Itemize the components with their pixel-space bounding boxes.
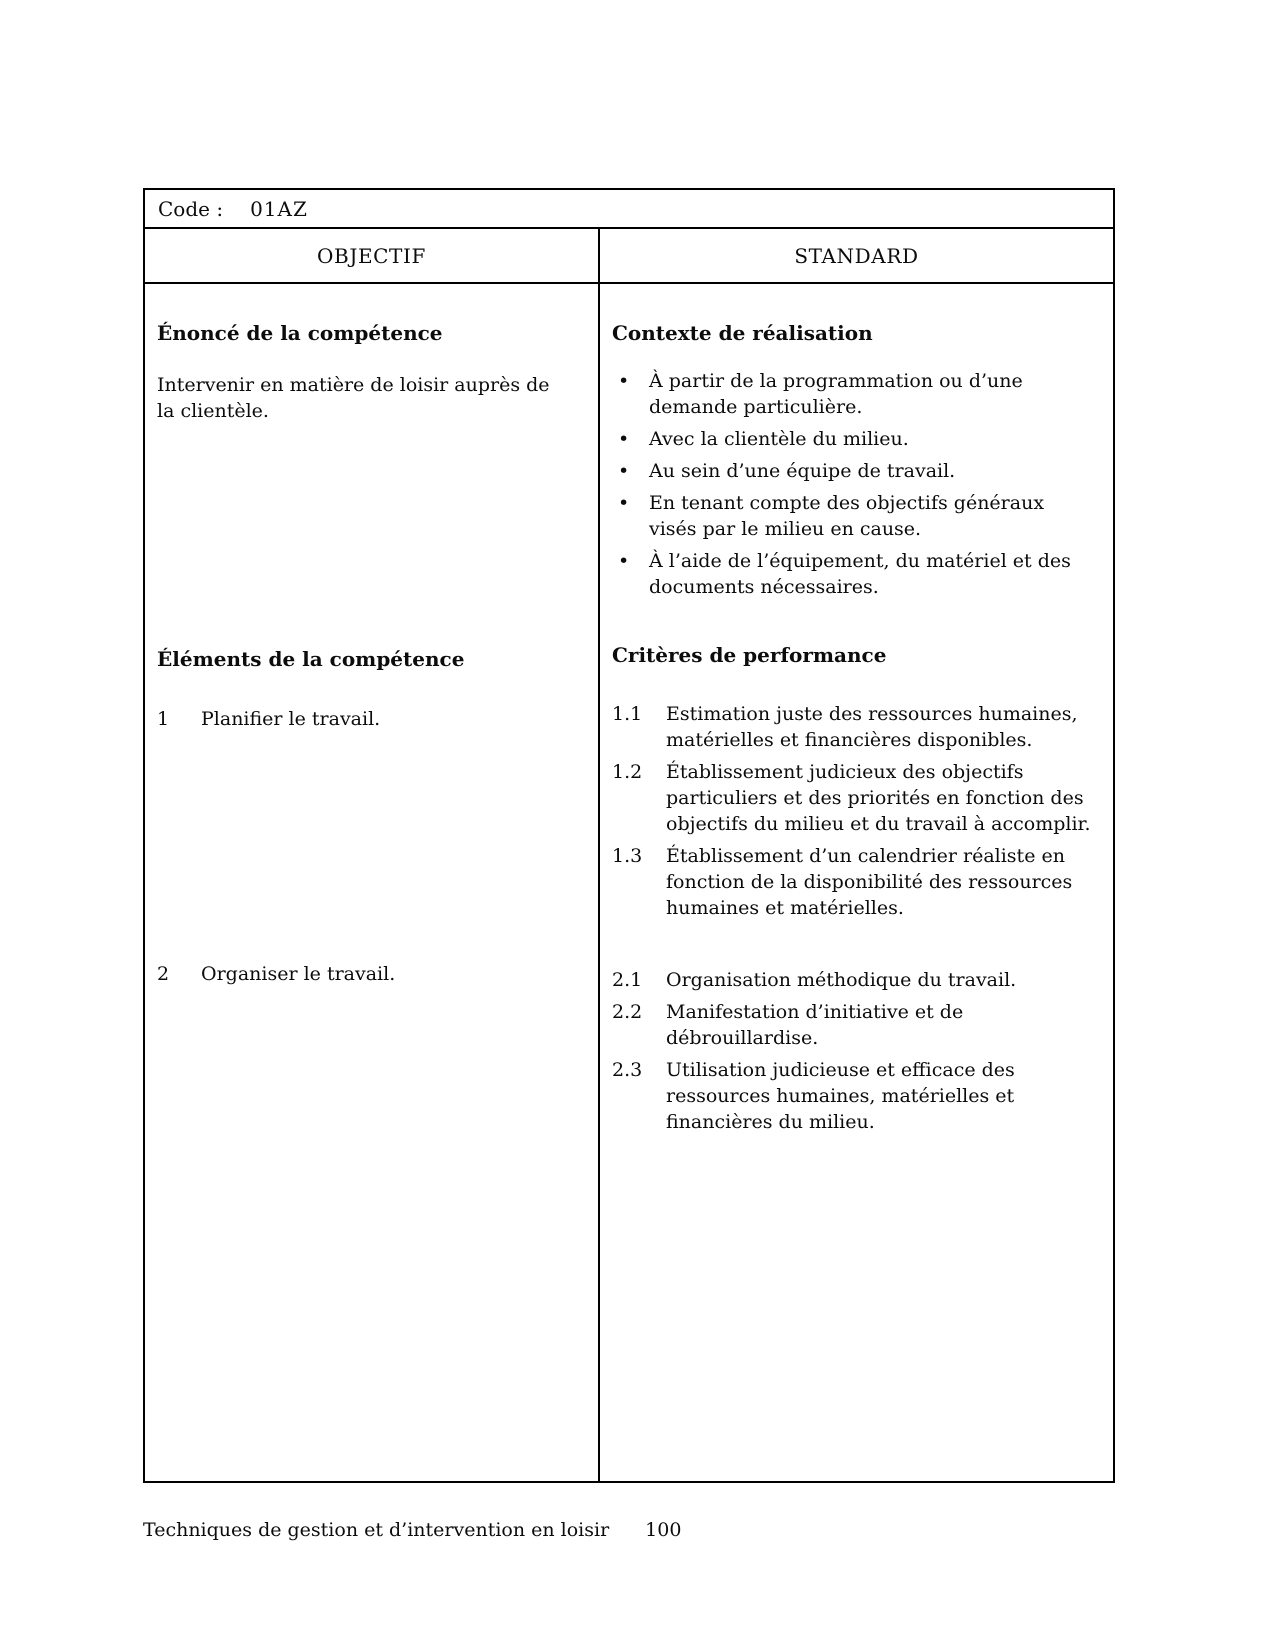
code-row — [145, 190, 1113, 229]
criteres-heading: Critères de performance — [612, 643, 887, 667]
element-item — [157, 706, 576, 732]
criteres-group-1 — [612, 701, 1107, 921]
contexte-bullet-list — [612, 368, 1107, 600]
enonce-text: Intervenir en matière de loisir auprès de la clientèle. — [157, 374, 550, 422]
bullet-item: • En tenant compte des objectifs généraux visés par le milieu en cause. — [612, 490, 1092, 542]
critere-item — [612, 701, 1107, 753]
elements-heading: Éléments de la compétence — [157, 647, 465, 671]
element-number: 2 — [157, 963, 170, 985]
critere-text: Établissement d’un calendrier réaliste en fonction de la disponibilité des ressources humaines et matérielles. — [666, 845, 1073, 919]
critere-number: 1.1 — [612, 703, 643, 725]
column-headers-row — [145, 229, 1113, 284]
critere-text: Utilisation judicieuse et efficace des ressources humaines, matérielles et financières du milieu. — [666, 1059, 1015, 1133]
footer-page-number: 100 — [645, 1519, 682, 1541]
critere-item — [612, 999, 1107, 1051]
element-text: Planifier le travail. — [201, 708, 381, 730]
element-number: 1 — [157, 708, 170, 730]
table-body-row — [145, 284, 1113, 1481]
bullet-item: • Au sein d’une équipe de travail. — [612, 458, 1092, 484]
critere-number: 2.1 — [612, 969, 643, 991]
critere-item — [612, 1057, 1107, 1135]
element-text: Organiser le travail. — [201, 963, 396, 985]
critere-number: 1.2 — [612, 761, 643, 783]
critere-text: Estimation juste des ressources humaines, matérielles et financières disponibles. — [666, 703, 1078, 751]
objectif-cell — [145, 284, 600, 1481]
enonce-heading: Énoncé de la compétence — [157, 321, 443, 345]
code-label: Code : — [158, 196, 224, 221]
critere-number: 2.3 — [612, 1059, 643, 1081]
code-value: 01AZ — [250, 196, 308, 221]
page-footer — [143, 1519, 681, 1541]
critere-number: 1.3 — [612, 845, 643, 867]
critere-text: Établissement judicieux des objectifs particuliers et des priorités en fonction des objectifs du milieu et du travail à accomplir. — [666, 761, 1091, 835]
critere-item — [612, 759, 1107, 837]
column-header-objectif: OBJECTIF — [145, 229, 600, 282]
standard-cell — [600, 284, 1113, 1481]
critere-number: 2.2 — [612, 1001, 643, 1023]
bullet-item: • À l’aide de l’équipement, du matériel et des documents nécessaires. — [612, 548, 1092, 600]
bullet-item: • À partir de la programmation ou d’une demande particulière. — [612, 368, 1092, 420]
footer-title: Techniques de gestion et d’intervention en loisir — [143, 1519, 610, 1541]
bullet-item: • Avec la clientèle du milieu. — [612, 426, 1092, 452]
column-header-standard: STANDARD — [794, 243, 919, 268]
contexte-heading: Contexte de réalisation — [612, 321, 873, 345]
critere-text: Manifestation d’initiative et de débrouillardise. — [666, 1001, 964, 1049]
criteres-group-2 — [612, 967, 1107, 1135]
critere-item — [612, 843, 1107, 921]
critere-text: Organisation méthodique du travail. — [666, 969, 1017, 991]
critere-item — [612, 967, 1107, 993]
competency-table — [143, 188, 1115, 1483]
element-item — [157, 961, 576, 987]
